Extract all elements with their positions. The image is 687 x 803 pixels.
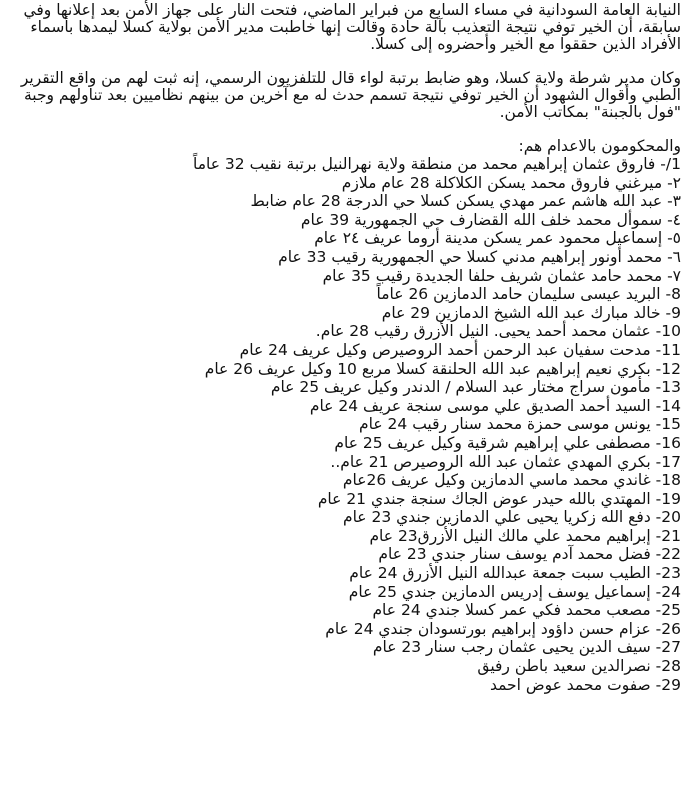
convicted-list: [4, 155, 681, 694]
list-item-number: 21-: [655, 526, 681, 545]
list-item: [4, 620, 681, 639]
list-item: [4, 397, 681, 416]
list-item: [4, 155, 681, 174]
list-item: [4, 676, 681, 695]
list-item-number: 9-: [665, 303, 681, 322]
list-item: [4, 322, 681, 341]
list-item-text: نصرالدين سعيد باطن رفيق: [477, 657, 651, 676]
list-item-text: دفع الله زكريا يحيى علي الدمازين جندي 23 عام: [342, 508, 651, 527]
list-item: [4, 285, 681, 304]
list-item-text: إبراهيم محمد علي مالك النيل الأزرق23 عام: [369, 526, 651, 545]
list-item: [4, 267, 681, 286]
list-item-text: مدحت سفيان عبد الرحمن أحمد الروصيرص وكيل عريف 24 عام: [239, 340, 651, 359]
list-item-text: ميرغني فاروق محمد يسكن الكلاكلة 28 عام ملازم: [341, 173, 663, 192]
list-item-number: 25-: [655, 601, 681, 620]
list-item-text: الطيب سبت جمعة عبدالله النيل الأزرق 24 عام: [349, 564, 651, 583]
list-item: [4, 304, 681, 323]
list-item-number: 10-: [655, 322, 681, 341]
list-item-number: 29-: [655, 675, 681, 694]
list-item-number: 24-: [655, 582, 681, 601]
list-item-number: 11-: [655, 340, 681, 359]
list-item-number: ٤-: [667, 210, 681, 229]
list-item: [4, 192, 681, 211]
list-item-number: 18-: [655, 471, 681, 490]
list-item-text: عثمان محمد أحمد يحيى. النيل الأزرق رقيب 28 عام.: [315, 322, 651, 341]
list-item-number: 17-: [655, 452, 681, 471]
convicted-list-heading: والمحكومون بالاعدام هم:: [518, 137, 681, 155]
list-item: [4, 508, 681, 527]
list-item: [4, 564, 681, 583]
list-item-text: غاندي محمد ماسي الدمازين وكيل عريف 26عام: [342, 471, 651, 490]
list-item-text: صفوت محمد عوض احمد: [489, 675, 651, 694]
list-item-number: ٢-: [667, 173, 681, 192]
list-item-number: 12-: [655, 359, 681, 378]
list-item: [4, 229, 681, 248]
list-item-text: إسماعيل محمود عمر يسكن مدينة أروما عريف ٢٤ عام: [314, 229, 663, 248]
list-item: [4, 638, 681, 657]
list-item-text: عزام حسن داؤود إبراهيم بورتسودان جندي 24 عام: [325, 619, 651, 638]
list-item: [4, 527, 681, 546]
list-item-text: عبد الله هاشم عمر مهدي يسكن كسلا حي الدرجة 28 عام ضابط: [250, 192, 663, 211]
paragraph-prosecution: النيابة العامة السودانية في مساء السابع من فبراير الماضي، فتحت النار على جهاز الأمن بعد إعلانها وفي سابقة، أن الخير توفي نتيجة التعذيب بآلة حادة وقالت إنها خاطبت مدير الأمن بولاية كسلا ليمدها بأسماء الأفراد الذين حققوا مع الخير وأحضروه إلى كسلا.: [23, 1, 681, 53]
list-item-number: 14-: [655, 396, 681, 415]
list-item-number: 15-: [655, 415, 681, 434]
list-item: [4, 490, 681, 509]
list-item-text: السيد أحمد الصديق علي موسى سنجة عريف 24 عام: [309, 396, 651, 415]
list-item-text: محمد أونور إبراهيم مدني كسلا حي الجمهورية رقيب 33 عام: [278, 247, 663, 266]
paragraph-police-director: وكان مدير شرطة ولاية كسلا، وهو ضابط برتبة لواء قال للتلفزيون الرسمي، إنه ثبت لهم من واقع التقرير الطبي وأقوال الشهود أن الخير توفي نتيجة تسمم حدث له مع آخرين من بينهم نظاميين بعد تناولهم وجبة "فول بالجبنة" بمكاتب الأمن.: [20, 69, 681, 121]
list-item-text: المهتدي بالله حيدر عوض الجاك سنجة جندي 21 عام: [317, 489, 651, 508]
list-item: [4, 174, 681, 193]
list-item: [4, 360, 681, 379]
list-item-number: ٥-: [667, 229, 681, 248]
list-item-text: خالد مبارك عبد الله الشيخ الدمازين 29 عام: [381, 303, 661, 322]
list-item-text: مصعب محمد فكي عمر كسلا جندي 24 عام: [372, 601, 651, 620]
list-item: [4, 248, 681, 267]
list-item: [4, 434, 681, 453]
list-item-text: البريد عيسى سليمان حامد الدمازين 26 عاماً: [376, 285, 661, 304]
list-item-number: ٣-: [667, 192, 681, 211]
list-item-number: 28-: [655, 657, 681, 676]
list-item: [4, 601, 681, 620]
list-item-text: يونس موسى حمزة محمد سنار رقيب 24 عام: [359, 415, 651, 434]
list-item-text: مصطفى علي إبراهيم شرقية وكيل عريف 25 عام: [334, 433, 651, 452]
list-item-number: 22-: [655, 545, 681, 564]
list-item-number: ٦-: [667, 247, 681, 266]
list-item-text: بكري المهدي عثمان عبد الله الروصيرص 21 عام..: [330, 452, 651, 471]
list-item-number: 27-: [655, 638, 681, 657]
list-item-text: محمد حامد عثمان شريف حلفا الجديدة رقيب 35 عام: [322, 266, 663, 285]
list-item-number: 8-: [665, 285, 681, 304]
list-item-number: 19-: [655, 489, 681, 508]
list-item: [4, 583, 681, 602]
list-item-text: إسماعيل يوسف إدريس الدمازين جندي 25 عام: [348, 582, 651, 601]
list-item-text: فضل محمد آدم يوسف سنار جندي 23 عام: [378, 545, 651, 564]
list-item: [4, 341, 681, 360]
list-item: [4, 378, 681, 397]
list-item: [4, 415, 681, 434]
list-item: [4, 657, 681, 676]
list-item-text: سموأل محمد خلف الله القضارف حي الجمهورية 39 عام: [300, 210, 663, 229]
list-item: [4, 453, 681, 472]
list-item-number: 26-: [655, 619, 681, 638]
list-item-number: 16-: [655, 433, 681, 452]
list-item: [4, 545, 681, 564]
list-item-number: 13-: [655, 378, 681, 397]
list-item: [4, 471, 681, 490]
list-item: [4, 211, 681, 230]
list-item-text: سيف الدين يحيى عثمان رجب سنار 23 عام: [372, 638, 651, 657]
list-item-text: فاروق عثمان إبراهيم محمد من منطقة ولاية نهرالنيل برتبة نقيب 32 عاماً: [192, 155, 656, 173]
list-item-text: بكري نعيم إبراهيم عبد الله الحلنقة كسلا مربع 10 وكيل عريف 26 عام: [204, 359, 651, 378]
list-item-number: 1/-: [660, 155, 681, 173]
list-item-text: مأمون سراج مختار عبد السلام / الدندر وكيل عريف 25 عام: [270, 378, 651, 397]
list-item-number: 20-: [655, 508, 681, 527]
list-item-number: 23-: [655, 564, 681, 583]
list-item-number: ٧-: [667, 266, 681, 285]
